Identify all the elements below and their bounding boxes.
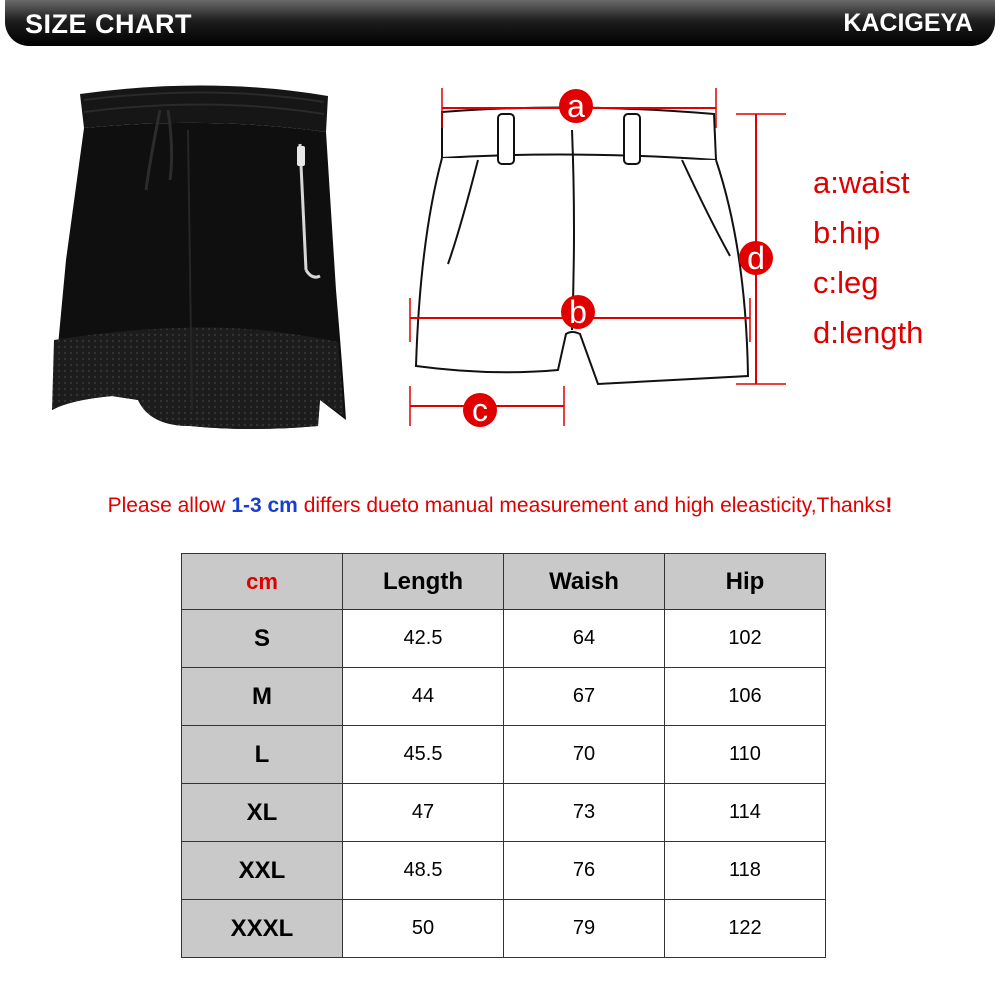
notice-prefix: Please allow: [107, 494, 232, 517]
waist-cell: 79: [504, 900, 665, 958]
waist-cell: 67: [504, 668, 665, 726]
waist-cell: 70: [504, 726, 665, 784]
table-row: [182, 842, 826, 900]
table-row: [182, 726, 826, 784]
marker-d: d: [747, 240, 765, 276]
table-row: [182, 900, 826, 958]
unit-header: cm: [182, 554, 343, 610]
size-cell: S: [182, 610, 343, 668]
measurement-notice: [0, 494, 1000, 518]
marker-a: a: [567, 88, 585, 124]
page-title: SIZE CHART: [25, 9, 192, 39]
product-photo: [50, 80, 370, 440]
table-row: [182, 610, 826, 668]
hip-cell: 122: [665, 900, 826, 958]
notice-highlight: 1-3 cm: [231, 494, 298, 517]
length-cell: 50: [343, 900, 504, 958]
brand-name: KACIGEYA: [843, 9, 973, 37]
size-cell: M: [182, 668, 343, 726]
marker-c: c: [472, 392, 488, 428]
hip-cell: 102: [665, 610, 826, 668]
legend-leg: c:leg: [813, 265, 879, 300]
legend-length: d:length: [813, 315, 924, 350]
length-cell: 44: [343, 668, 504, 726]
marker-b: b: [569, 294, 587, 330]
measurement-legend: [813, 158, 923, 358]
size-table: [181, 553, 826, 958]
length-header: Length: [343, 554, 504, 610]
size-cell: XL: [182, 784, 343, 842]
size-cell: XXL: [182, 842, 343, 900]
hip-cell: 106: [665, 668, 826, 726]
waist-cell: 64: [504, 610, 665, 668]
header-bar: [5, 0, 995, 46]
waist-header: Waish: [504, 554, 665, 610]
notice-suffix: differs dueto manual measurement and high eleasticity,Thanks: [297, 494, 886, 517]
table-row: [182, 784, 826, 842]
measurement-diagram: [400, 80, 800, 440]
notice-exclamation: !: [885, 494, 893, 517]
length-cell: 48.5: [343, 842, 504, 900]
waist-cell: 76: [504, 842, 665, 900]
table-header-row: [182, 554, 826, 610]
hip-header: Hip: [665, 554, 826, 610]
waist-cell: 73: [504, 784, 665, 842]
length-cell: 47: [343, 784, 504, 842]
hip-cell: 110: [665, 726, 826, 784]
length-cell: 45.5: [343, 726, 504, 784]
size-cell: L: [182, 726, 343, 784]
size-cell: XXXL: [182, 900, 343, 958]
legend-hip: b:hip: [813, 215, 881, 250]
table-row: [182, 668, 826, 726]
hip-cell: 118: [665, 842, 826, 900]
legend-waist: a:waist: [813, 165, 910, 200]
length-cell: 42.5: [343, 610, 504, 668]
hip-cell: 114: [665, 784, 826, 842]
